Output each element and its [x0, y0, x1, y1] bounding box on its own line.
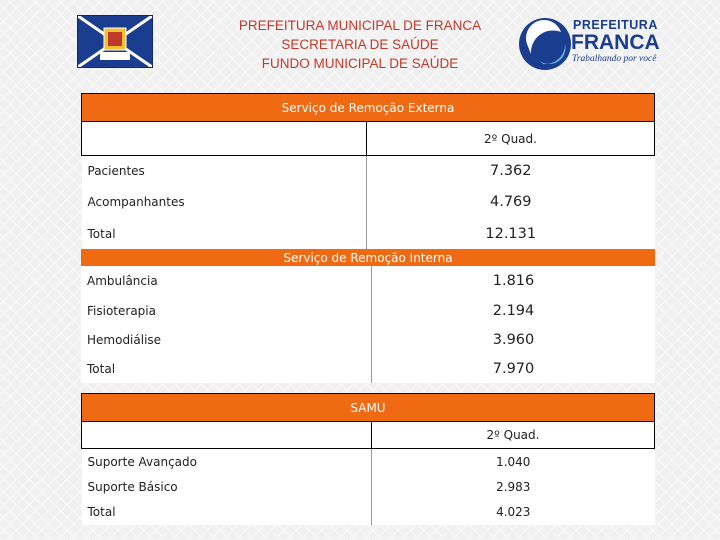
table-row-value: 7.970: [372, 354, 656, 383]
brand-slogan: Trabalhando por você: [572, 54, 657, 64]
internal-title: [81, 249, 655, 266]
brand-top-text: PREFEITURA: [573, 18, 658, 32]
samu-title-text: SAMU: [350, 400, 386, 415]
external-title-text: Serviço de Remoção Externa: [281, 100, 455, 115]
external-removal-table: [81, 93, 655, 250]
samu-blank-cell: [82, 422, 372, 449]
table-row-label: Ambulância: [81, 266, 372, 296]
brand-name-text: FRANCA: [571, 31, 660, 54]
table-row-value: 1.816: [372, 266, 656, 296]
city-crest-logo: [77, 15, 153, 68]
table-row-value: 12.131: [367, 218, 655, 250]
table-row-value: 1.040: [372, 449, 655, 475]
table-row-value: 2.983: [372, 475, 655, 500]
external-blank-cell: [82, 122, 367, 156]
internal-removal-table: [81, 249, 655, 383]
table-row-value: 4.023: [372, 500, 655, 525]
header-line-2: SECRETARIA DE SAÚDE: [281, 37, 439, 52]
table-row-label: Pacientes: [82, 156, 367, 186]
table-row-value: 7.362: [367, 156, 655, 186]
header-line-3: FUNDO MUNICIPAL DE SAÚDE: [261, 56, 459, 71]
prefeitura-franca-logo: [517, 14, 667, 74]
table-row-label: Hemodiálise: [81, 325, 372, 354]
samu-table: [81, 393, 655, 525]
header-line-1: PREFEITURA MUNICIPAL DE FRANCA: [238, 18, 482, 33]
table-row-label: Total: [82, 218, 367, 250]
table-row-label: Total: [82, 500, 372, 525]
table-row-value: 4.769: [367, 186, 655, 218]
table-row-value: 2.194: [372, 296, 656, 325]
table-row-label: Suporte Básico: [82, 475, 372, 500]
external-period-header: 2º Quad.: [367, 122, 655, 156]
brand-swirl-icon: [517, 14, 573, 74]
document-header: [200, 16, 520, 73]
samu-period-header: 2º Quad.: [372, 422, 655, 449]
samu-title: [82, 394, 655, 422]
table-row-label: Suporte Avançado: [82, 449, 372, 475]
internal-title-text: Serviço de Remoção Interna: [283, 250, 453, 265]
table-row-label: Fisioterapia: [81, 296, 372, 325]
crest-icon: [78, 16, 152, 67]
external-title: [82, 94, 655, 122]
table-row-value: 3.960: [372, 325, 656, 354]
table-row-label: Acompanhantes: [82, 186, 367, 218]
table-row-label: Total: [81, 354, 372, 383]
